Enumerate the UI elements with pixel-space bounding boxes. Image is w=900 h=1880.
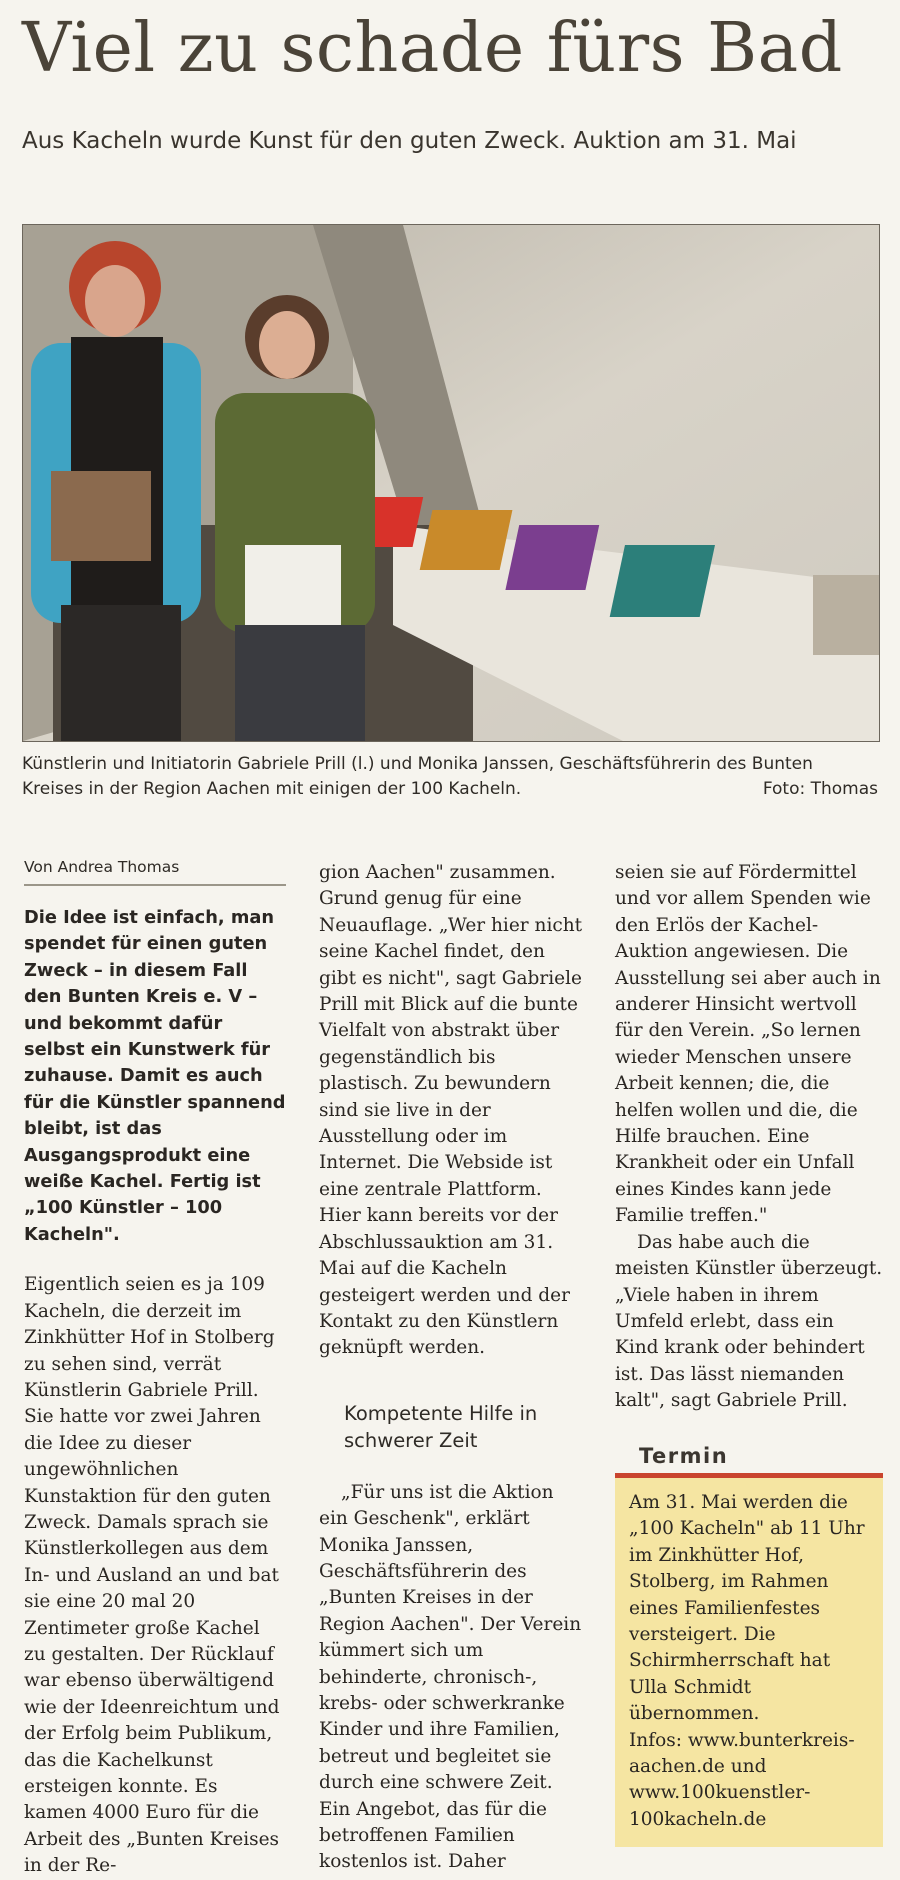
body-paragraph: Das habe auch die meisten Künstler überzeugt. „Viele haben in ihrem Umfeld erlebt, dass ein Kind krank oder behindert ist. Das lässt niemanden kalt", sagt Gabriele Prill.	[615, 1231, 883, 1412]
headline: Viel zu schade fürs Bad	[22, 9, 843, 88]
photo-credit: Foto: Thomas	[762, 779, 878, 800]
termin-heading: Termin	[639, 1443, 729, 1468]
column-1	[24, 905, 286, 1880]
body-paragraph: seien sie auf Fördermittel und vor allem Spenden wie den Erlös der Kachel-Auktion angewiesen. Die Ausstellung sei aber auch in anderer Hinsicht wertvoll für den Verein. „So lernen wieder Menschen unsere Arbeit kennen; die, die helfen wollen und die, die Hilfe brauchen. Eine Krankheit oder ein Unfall eines Kindes kann jede Familie treffen."	[615, 862, 881, 1227]
column-3	[615, 860, 883, 1847]
section-heading: Kompetente Hilfe in schwerer Zeit	[344, 1401, 538, 1452]
photo-caption	[22, 752, 878, 802]
subheadline: Aus Kacheln wurde Kunst für den guten Zweck. Auktion am 31. Mai	[22, 128, 797, 154]
article-photo	[22, 224, 880, 742]
termin-info: Infos: www.bunterkreis-aachen.de und www.100kuenstler-100kacheln.de	[629, 1729, 855, 1830]
body-paragraph: „Für uns ist die Aktion ein Geschenk", erklärt Monika Janssen, Geschäftsführerin des „Bunten Kreises in der Region Aachen". Der Verein kümmert sich um behinderte, chronisch-, krebs- oder schwerkranke Kinder und ihre Familien, betreut und begleitet sie durch eine schwere Zeit. Ein Angebot, das für die betroffenen Familien kostenlos ist. Daher	[319, 1481, 582, 1873]
column-2	[319, 860, 587, 1876]
body-paragraph: gion Aachen" zusammen. Grund genug für eine Neuauflage. „Wer hier nicht seine Kachel findet, den gibt es nicht", sagt Gabriele Prill mit Blick auf die bunte Vielfalt von abstrakt über gegenständlich bis plastisch. Zu bewundern sind sie live in der Ausstellung oder im Internet. Die Webside ist eine zentrale Plattform. Hier kann bereits vor der Abschlussauktion am 31. Mai auf die Kacheln gesteigert werden und der Kontakt zu den Künstlern geknüpft werden.	[319, 862, 583, 1359]
byline: Von Andrea Thomas	[24, 858, 286, 886]
caption-text: Künstlerin und Initiatorin Gabriele Prill (l.) und Monika Janssen, Geschäftsführerin des Bunten Kreises in der Region Aachen mit einigen der 100 Kacheln.	[22, 754, 813, 799]
lead-paragraph: Die Idee ist einfach, man spendet für einen guten Zweck – in diesem Fall den Bunten Kreis e. V – und bekommt dafür selbst ein Kunstwerk für zuhause. Damit es auch für die Künstler spannend bleibt, ist das Ausgangsprodukt eine weiße Kachel. Fertig ist „100 Künstler – 100 Kacheln".	[24, 907, 286, 1245]
body-paragraph: Eigentlich seien es ja 109 Kacheln, die derzeit im Zinkhütter Hof in Stolberg zu sehen sind, verrät Künstlerin Gabriele Prill. Sie hatte vor zwei Jahren die Idee zu dieser ungewöhnlichen Kunstaktion für den guten Zweck. Damals sprach sie Künstlerkollegen aus dem In- und Ausland an und bat sie eine 20 mal 20 Zentimeter große Kachel zu gestalten. Der Rücklauf war ebenso überwältigend wie der Ideenreichtum und der Erfolg beim Publikum, das die Kachelkunst ersteigen konnte. Es kamen 4000 Euro für die Arbeit des „Bunten Kreises in der Re-	[24, 1274, 280, 1877]
termin-box	[615, 1478, 883, 1847]
termin-text: Am 31. Mai werden die „100 Kacheln" ab 11 Uhr im Zinkhütter Hof, Stolberg, im Rahmen eines Familienfestes versteigert. Die Schirmherrschaft hat Ulla Schmidt übernommen.	[629, 1491, 865, 1725]
